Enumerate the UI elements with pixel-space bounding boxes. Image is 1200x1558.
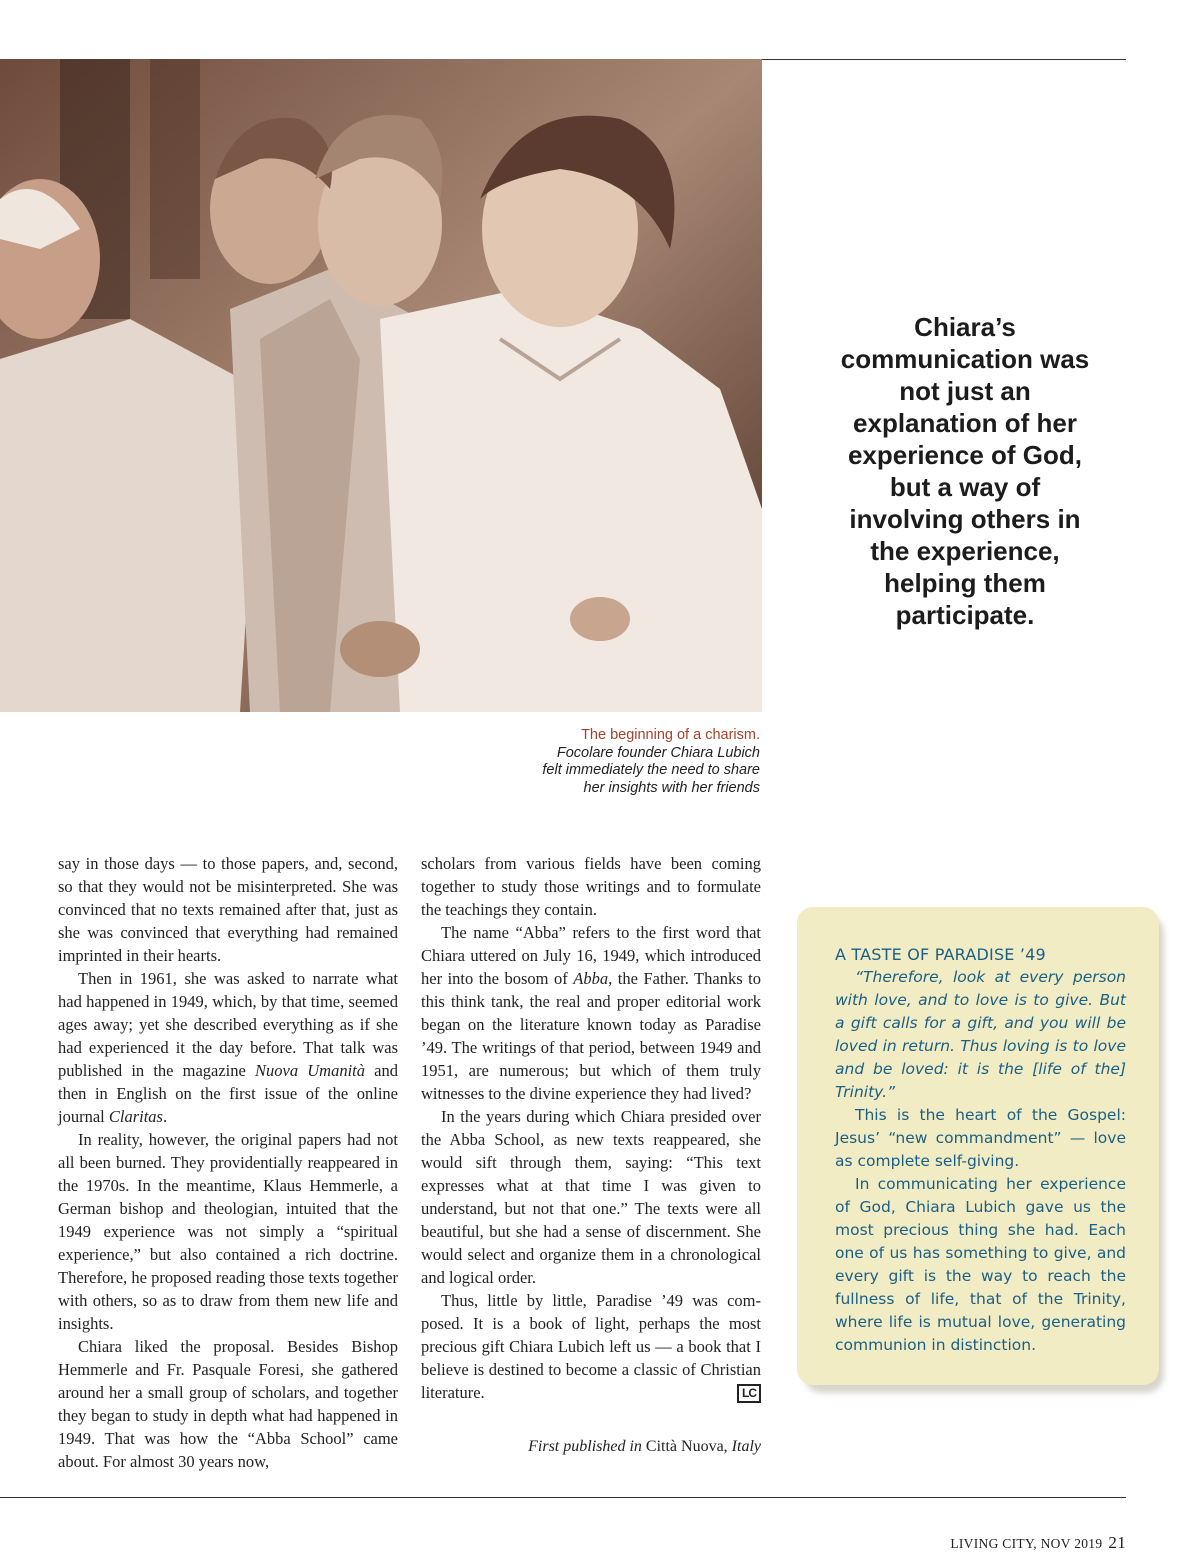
page-number: 21 — [1108, 1533, 1126, 1552]
journal-title: Claritas — [108, 1107, 163, 1126]
column1-paragraph-3: In reality, however, the original papers had not all been burned. They providentially reappeared in the 1970s. In the meantime, Klaus Hemmerle, a German bishop and theologian, intuited that the 1949 experience was not simply a “spiritual experience,” but also contained a rich doctrine. Therefore, he proposed reading those texts together with others, so as to draw from them new life and insights. — [58, 1130, 398, 1333]
pull-quote: Chiara’s communication was not just an explanation of her experience of God, but a way of involving others in the experience, helping them participate. — [840, 312, 1090, 630]
article-column-2 — [421, 852, 761, 1404]
text-run: . — [162, 1107, 168, 1126]
caption-line-2: felt immediately the need to share — [542, 762, 760, 778]
article-column-1 — [58, 852, 398, 1473]
abba-word: Abba, — [573, 969, 613, 988]
column1-paragraph-1: say in those days — to those papers, and, second, so that they would not be misinterpreted. She was convinced that no texts remained after that, just as she was convinced that everything had remained imprinted in their hearts. — [58, 854, 398, 965]
group-portrait-photo — [0, 59, 762, 712]
photo-caption — [480, 727, 760, 797]
column1-paragraph-2 — [58, 967, 398, 1128]
sidebar-paragraph-3: In communicating her experience of God, Chiara Lubich gave us the most precious thing she had. Each one of us has something to give, and every gift is the way to reach the fullness of life, that of the Trinity, where life is mutual love, generating communion in distinction. — [835, 1175, 1126, 1354]
column2-paragraph-4 — [421, 1289, 761, 1404]
sidebar-quote: “Therefore, look at every person with love, and to love is to give. But a gift calls for a gift, and you will be loved in return. Thus loving is to love and be loved: it is the [life of the] Trinity.” — [835, 968, 1126, 1101]
caption-title: The beginning of a charism. — [581, 727, 760, 743]
text-run: Thus, little by little, Paradise ’49 was composed. It is a book of light, perhaps the most precious gift Chiara Lubich left us — a book that I believe is destined to become a classic of Christian literature. — [421, 1291, 761, 1402]
sidebar-box — [797, 907, 1159, 1385]
magazine-title: Nuova Umanità — [255, 1061, 366, 1080]
credit-source: Città Nuova, — [645, 1438, 728, 1455]
column2-paragraph-1: scholars from various fields have been coming together to study those writings and to formulate the teachings they contain. — [421, 854, 761, 919]
caption-line-1: Focolare founder Chiara Lubich — [556, 744, 760, 761]
publication-name: LIVING CITY, NOV 2019 — [950, 1536, 1103, 1551]
credit-place: Italy — [731, 1438, 761, 1455]
column2-paragraph-2 — [421, 921, 761, 1105]
credit-prefix: First published in — [528, 1438, 642, 1455]
text-run: Then in 1961, she was asked to narrate what had happened in 1949, which, by that time, seemed ages away; yet she described everything as if she had experienced it the day before. That talk was published in the magazine — [58, 969, 398, 1080]
photo-illustration — [0, 59, 762, 712]
page-footer — [950, 1533, 1126, 1553]
end-mark-icon: LC — [737, 1384, 761, 1403]
sidebar-paragraph-2: This is the heart of the Gospel: Jesus’ “new commandment” — love as complete self-giving. — [835, 1106, 1126, 1170]
text-run: the Father. Thanks to this think tank, the real and proper editorial work began on the literature known today as Paradise ’49. The writings of that period, between 1949 and 1951, are numerous; but which of them truly witnesses to the divine experience they had lived? — [421, 969, 761, 1103]
text-run: and then in English on the first issue of the online journal — [58, 1061, 398, 1126]
column1-paragraph-4: Chiara liked the proposal. Besides Bishop Hemmerle and Fr. Pasquale Foresi, she gathered around her a small group of scholars, and together they began to study in depth what had happened in 1949. That was how the “Abba School” came about. For almost 30 years now, — [58, 1337, 398, 1471]
sidebar-title: A TASTE OF PARADISE ’49 — [835, 945, 1046, 964]
publication-credit — [421, 1436, 761, 1458]
top-rule — [762, 59, 1126, 60]
caption-line-3: her insights with her friends — [583, 779, 760, 796]
text-run: The name “Abba” refers to the first word that Chiara uttered on July 16, 1949, which introduced her into the bosom of — [421, 923, 761, 988]
column2-paragraph-3: In the years during which Chiara presided over the Abba School, as new texts reappeared, she would sift through them, saying: “This text expresses what at that time I was given to understand, but not that one.” The texts were all beautiful, but she had a sense of discernment. She would select and organize them in a chronological and logical order. — [421, 1107, 761, 1287]
bottom-rule — [0, 1497, 1126, 1498]
